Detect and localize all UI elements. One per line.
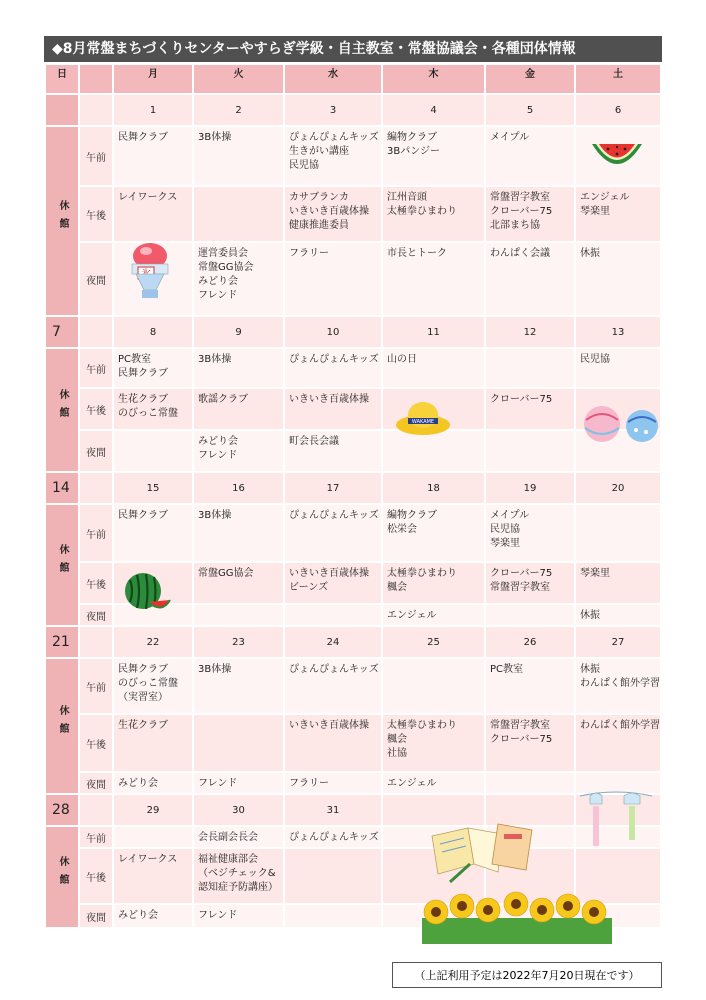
closed-text: 休館 [57, 855, 68, 892]
event-item: PC教室 [490, 664, 524, 675]
date-number: 4 [383, 95, 484, 125]
date-number: 31 [285, 795, 381, 825]
schedule-cell [576, 659, 660, 713]
event-item: 休振 [580, 610, 600, 621]
schedule-cell [486, 659, 574, 713]
schedule-cell [194, 243, 283, 315]
event-item: 編物クラブ [387, 132, 437, 143]
schedule-cell [194, 659, 283, 713]
schedule-cell [285, 605, 381, 625]
event-item: 会長副会長会 [198, 832, 258, 843]
date-number: 12 [486, 317, 574, 347]
date-sunday: 21 [46, 627, 78, 657]
slot-label: 午後 [80, 849, 112, 903]
date-number: 9 [194, 317, 283, 347]
date-number: 20 [576, 473, 660, 503]
event-item: ビーンズ [289, 582, 329, 593]
schedule-cell [383, 605, 484, 625]
schedule-cell [194, 715, 283, 771]
event-item: 常盤習字教室 [490, 720, 550, 731]
event-item: ぴょんぴょんキッズ [289, 132, 379, 143]
schedule-cell [285, 773, 381, 793]
event-item: クローバー75 [490, 568, 553, 579]
slot-label: 午後 [80, 187, 112, 241]
schedule-cell [194, 905, 283, 927]
date-number: 10 [285, 317, 381, 347]
closed-label [46, 127, 78, 315]
date-number: 24 [285, 627, 381, 657]
schedule-cell [285, 715, 381, 771]
schedule-cell [576, 243, 660, 315]
schedule-cell [486, 715, 574, 771]
event-item: フレンド [198, 450, 238, 461]
date-blank [80, 317, 112, 347]
date-number: 22 [114, 627, 192, 657]
slot-label: 午前 [80, 827, 112, 847]
date-number: 3 [285, 95, 381, 125]
event-item: エンジェル [387, 778, 437, 789]
svg-text:WAKAME: WAKAME [411, 419, 435, 425]
event-item: ぴょんぴょんキッズ [289, 664, 379, 675]
schedule-cell [383, 659, 484, 713]
event-item: フラリー [289, 778, 329, 789]
schedule-row [46, 389, 660, 429]
calendar-table [44, 63, 662, 929]
schedule-cell [486, 389, 574, 429]
event-item: 編物クラブ [387, 510, 437, 521]
event-item: 休振 [580, 248, 600, 259]
event-item: レイワークス [118, 854, 178, 865]
slot-label: 夜間 [80, 431, 112, 471]
weekday-header: 土 [576, 65, 660, 93]
schedule-cell [114, 773, 192, 793]
schedule-cell [383, 187, 484, 241]
event-item: のびっこ常盤 [118, 408, 178, 419]
schedule-cell [194, 773, 283, 793]
date-sunday: 28 [46, 795, 78, 825]
schedule-cell [285, 905, 381, 927]
watermelon-slice-icon [590, 140, 644, 176]
event-item: いきいき百歳体操 [289, 720, 369, 731]
event-item: 歌謡クラブ [198, 394, 248, 405]
schedule-cell [114, 905, 192, 927]
event-item: 琴楽里 [490, 538, 520, 549]
schedule-cell [194, 187, 283, 241]
event-item: 琴楽里 [580, 568, 610, 579]
date-number: 30 [194, 795, 283, 825]
straw-hat-icon [394, 398, 452, 438]
schedule-cell [285, 659, 381, 713]
event-item: みどり会 [198, 276, 238, 287]
event-item: 休振 [580, 664, 600, 675]
date-number: 16 [194, 473, 283, 503]
schedule-cell [285, 389, 381, 429]
event-item: エンジェル [580, 192, 630, 203]
schedule-cell [285, 849, 381, 903]
schedule-cell [576, 715, 660, 771]
water-balloon-icon [580, 398, 666, 448]
schedule-cell [114, 127, 192, 185]
event-item: みどり会 [118, 778, 158, 789]
schedule-cell [486, 243, 574, 315]
event-item: 常盤習字教室 [490, 192, 550, 203]
date-blank [80, 95, 112, 125]
schedule-cell [383, 505, 484, 561]
schedule-note: （上記利用予定は2022年7月20日現在です） [392, 962, 662, 988]
event-item: 太極拳ひまわり [387, 206, 457, 217]
event-item: 楓会 [387, 582, 407, 593]
date-number: 18 [383, 473, 484, 503]
schedule-cell [285, 563, 381, 603]
event-item: ぴょんぴょんキッズ [289, 354, 379, 365]
event-item: 常盤GG協会 [198, 568, 254, 579]
event-item: 認知症予防講座） [198, 882, 278, 893]
shaved-ice-icon [128, 240, 172, 304]
event-item: 運営委員会 [198, 248, 248, 259]
date-number: 29 [114, 795, 192, 825]
schedule-cell [114, 715, 192, 771]
date-number: 19 [486, 473, 574, 503]
event-item: みどり会 [198, 436, 238, 447]
schedule-cell [114, 187, 192, 241]
schedule-cell [383, 243, 484, 315]
event-item: フレンド [198, 910, 238, 921]
schedule-row [46, 431, 660, 471]
closed-text: 休館 [57, 543, 68, 580]
schedule-row [46, 773, 660, 793]
closed-label [46, 659, 78, 793]
schedule-cell [383, 563, 484, 603]
schedule-cell [285, 505, 381, 561]
schedule-cell [285, 349, 381, 387]
schedule-cell [114, 431, 192, 471]
date-number: 13 [576, 317, 660, 347]
event-item: 民児協 [580, 354, 610, 365]
slot-label: 午後 [80, 563, 112, 603]
closed-text: 休館 [57, 388, 68, 425]
event-item: わんぱく会議 [490, 248, 550, 259]
event-item: 生花クラブ [118, 394, 168, 405]
event-item: ぴょんぴょんキッズ [289, 832, 379, 843]
date-number: 17 [285, 473, 381, 503]
slot-label: 午後 [80, 389, 112, 429]
event-item: 江州音頭 [387, 192, 427, 203]
event-item: カサブランカ [289, 192, 349, 203]
schedule-cell [486, 431, 574, 471]
schedule-cell [194, 849, 283, 903]
date-number: 25 [383, 627, 484, 657]
schedule-row [46, 659, 660, 713]
date-number: 15 [114, 473, 192, 503]
schedule-cell [576, 505, 660, 561]
books-icon [428, 818, 538, 884]
weekday-header: 木 [383, 65, 484, 93]
sunflowers-icon [422, 888, 612, 944]
weekday-header: 火 [194, 65, 283, 93]
event-item: わんぱく館外学習 [580, 720, 660, 731]
schedule-cell [576, 605, 660, 625]
schedule-cell [114, 389, 192, 429]
event-item: 市長とトーク [387, 248, 447, 259]
event-item: フレンド [198, 778, 238, 789]
schedule-cell [285, 127, 381, 185]
slot-label: 午前 [80, 349, 112, 387]
event-item: 山の日 [387, 354, 417, 365]
date-number: 11 [383, 317, 484, 347]
event-item: 民舞クラブ [118, 664, 168, 675]
event-item: PC教室 [118, 354, 152, 365]
date-blank [80, 627, 112, 657]
schedule-cell [486, 773, 574, 793]
event-item: 3B体操 [198, 664, 232, 675]
event-item: レイワークス [118, 192, 178, 203]
event-item: （ベジチェック& [198, 868, 276, 879]
date-number: 23 [194, 627, 283, 657]
schedule-cell [194, 127, 283, 185]
closed-label [46, 827, 78, 927]
date-sunday [46, 95, 78, 125]
closed-text: 休館 [57, 199, 68, 236]
slot-header [80, 65, 112, 93]
slot-label: 午前 [80, 505, 112, 561]
schedule-cell [194, 827, 283, 847]
date-blank [80, 473, 112, 503]
schedule-cell [114, 659, 192, 713]
event-item: いきいき百歳体操 [289, 206, 369, 217]
event-item: 社協 [387, 748, 407, 759]
schedule-row [46, 187, 660, 241]
slot-label: 夜間 [80, 605, 112, 625]
date-number: 26 [486, 627, 574, 657]
schedule-cell [486, 127, 574, 185]
schedule-cell [194, 349, 283, 387]
event-item: メイプル [490, 132, 530, 143]
schedule-cell [576, 563, 660, 603]
event-item: いきいき百歳体操 [289, 568, 369, 579]
weekday-header: 月 [114, 65, 192, 93]
event-item: クローバー75 [490, 394, 553, 405]
closed-label [46, 505, 78, 625]
event-item: わんぱく館外学習 [580, 678, 660, 689]
date-number: 8 [114, 317, 192, 347]
event-item: いきいき百歳体操 [289, 394, 369, 405]
schedule-row [46, 827, 660, 847]
schedule-row [46, 127, 660, 185]
closed-label [46, 349, 78, 471]
event-item: 太極拳ひまわり [387, 568, 457, 579]
event-item: エンジェル [387, 610, 437, 621]
date-number: 27 [576, 627, 660, 657]
slot-label: 夜間 [80, 243, 112, 315]
weekday-header: 金 [486, 65, 574, 93]
event-item: 松栄会 [387, 524, 417, 535]
schedule-cell [576, 349, 660, 387]
schedule-cell [486, 505, 574, 561]
schedule-cell [194, 505, 283, 561]
event-item: （実習室） [118, 692, 168, 703]
slot-label: 夜間 [80, 905, 112, 927]
event-item: のびっこ常盤 [118, 678, 178, 689]
event-item: 町会長会議 [289, 436, 339, 447]
date-sunday: 14 [46, 473, 78, 503]
wind-chime-icon [576, 790, 656, 862]
schedule-row [46, 349, 660, 387]
date-number: 1 [114, 95, 192, 125]
page-title: ◆8月常盤まちづくりセンターやすらぎ学級・自主教室・常盤協議会・各種団体情報 [44, 36, 662, 62]
event-item: 民児協 [490, 524, 520, 535]
schedule-cell [486, 349, 574, 387]
slot-label: 夜間 [80, 773, 112, 793]
whole-watermelon-icon [122, 570, 172, 614]
schedule-cell [285, 431, 381, 471]
event-item: 3B体操 [198, 354, 232, 365]
schedule-cell [576, 187, 660, 241]
schedule-cell [194, 389, 283, 429]
schedule-cell [114, 849, 192, 903]
event-item: 生花クラブ [118, 720, 168, 731]
schedule-cell [285, 187, 381, 241]
schedule-cell [486, 605, 574, 625]
event-item: 常盤GG協会 [198, 262, 254, 273]
event-item: 福祉健康部会 [198, 854, 258, 865]
schedule-cell [383, 715, 484, 771]
slot-label: 午後 [80, 715, 112, 771]
event-item: 健康推進委員 [289, 220, 349, 231]
event-item: 民舞クラブ [118, 368, 168, 379]
date-number: 5 [486, 95, 574, 125]
event-item: 楓会 [387, 734, 407, 745]
event-item: 3Bパンジー [387, 146, 440, 157]
event-item: 太極拳ひまわり [387, 720, 457, 731]
schedule-cell [285, 827, 381, 847]
date-number: 2 [194, 95, 283, 125]
event-item: 民舞クラブ [118, 132, 168, 143]
date-number: 6 [576, 95, 660, 125]
schedule-cell [194, 563, 283, 603]
date-sunday: 7 [46, 317, 78, 347]
event-item: 3B体操 [198, 510, 232, 521]
slot-label: 午前 [80, 659, 112, 713]
schedule-cell [486, 187, 574, 241]
schedule-cell [486, 563, 574, 603]
event-item: 常盤習字教室 [490, 582, 550, 593]
schedule-cell [285, 243, 381, 315]
schedule-cell [383, 773, 484, 793]
slot-label: 午前 [80, 127, 112, 185]
schedule-row [46, 715, 660, 771]
event-item: クローバー75 [490, 206, 553, 217]
closed-text: 休館 [57, 704, 68, 741]
event-item: ぴょんぴょんキッズ [289, 510, 379, 521]
weekday-header-sun: 日 [46, 65, 78, 93]
schedule-cell [194, 431, 283, 471]
date-blank [80, 795, 112, 825]
schedule-cell [114, 349, 192, 387]
event-item: 琴楽里 [580, 206, 610, 217]
schedule-cell [114, 827, 192, 847]
event-item: 生きがい講座 [289, 146, 349, 157]
schedule-cell [383, 349, 484, 387]
schedule-row [46, 505, 660, 561]
schedule-cell [194, 605, 283, 625]
schedule-cell [114, 505, 192, 561]
schedule-cell [383, 127, 484, 185]
event-item: メイプル [490, 510, 530, 521]
event-item: 民舞クラブ [118, 510, 168, 521]
event-item: フラリー [289, 248, 329, 259]
event-item: 民児協 [289, 160, 319, 171]
weekday-header: 水 [285, 65, 381, 93]
event-item: クローバー75 [490, 734, 553, 745]
event-item: 3B体操 [198, 132, 232, 143]
event-item: フレンド [198, 290, 238, 301]
event-item: みどり会 [118, 910, 158, 921]
event-item: 北部まち協 [490, 220, 540, 231]
